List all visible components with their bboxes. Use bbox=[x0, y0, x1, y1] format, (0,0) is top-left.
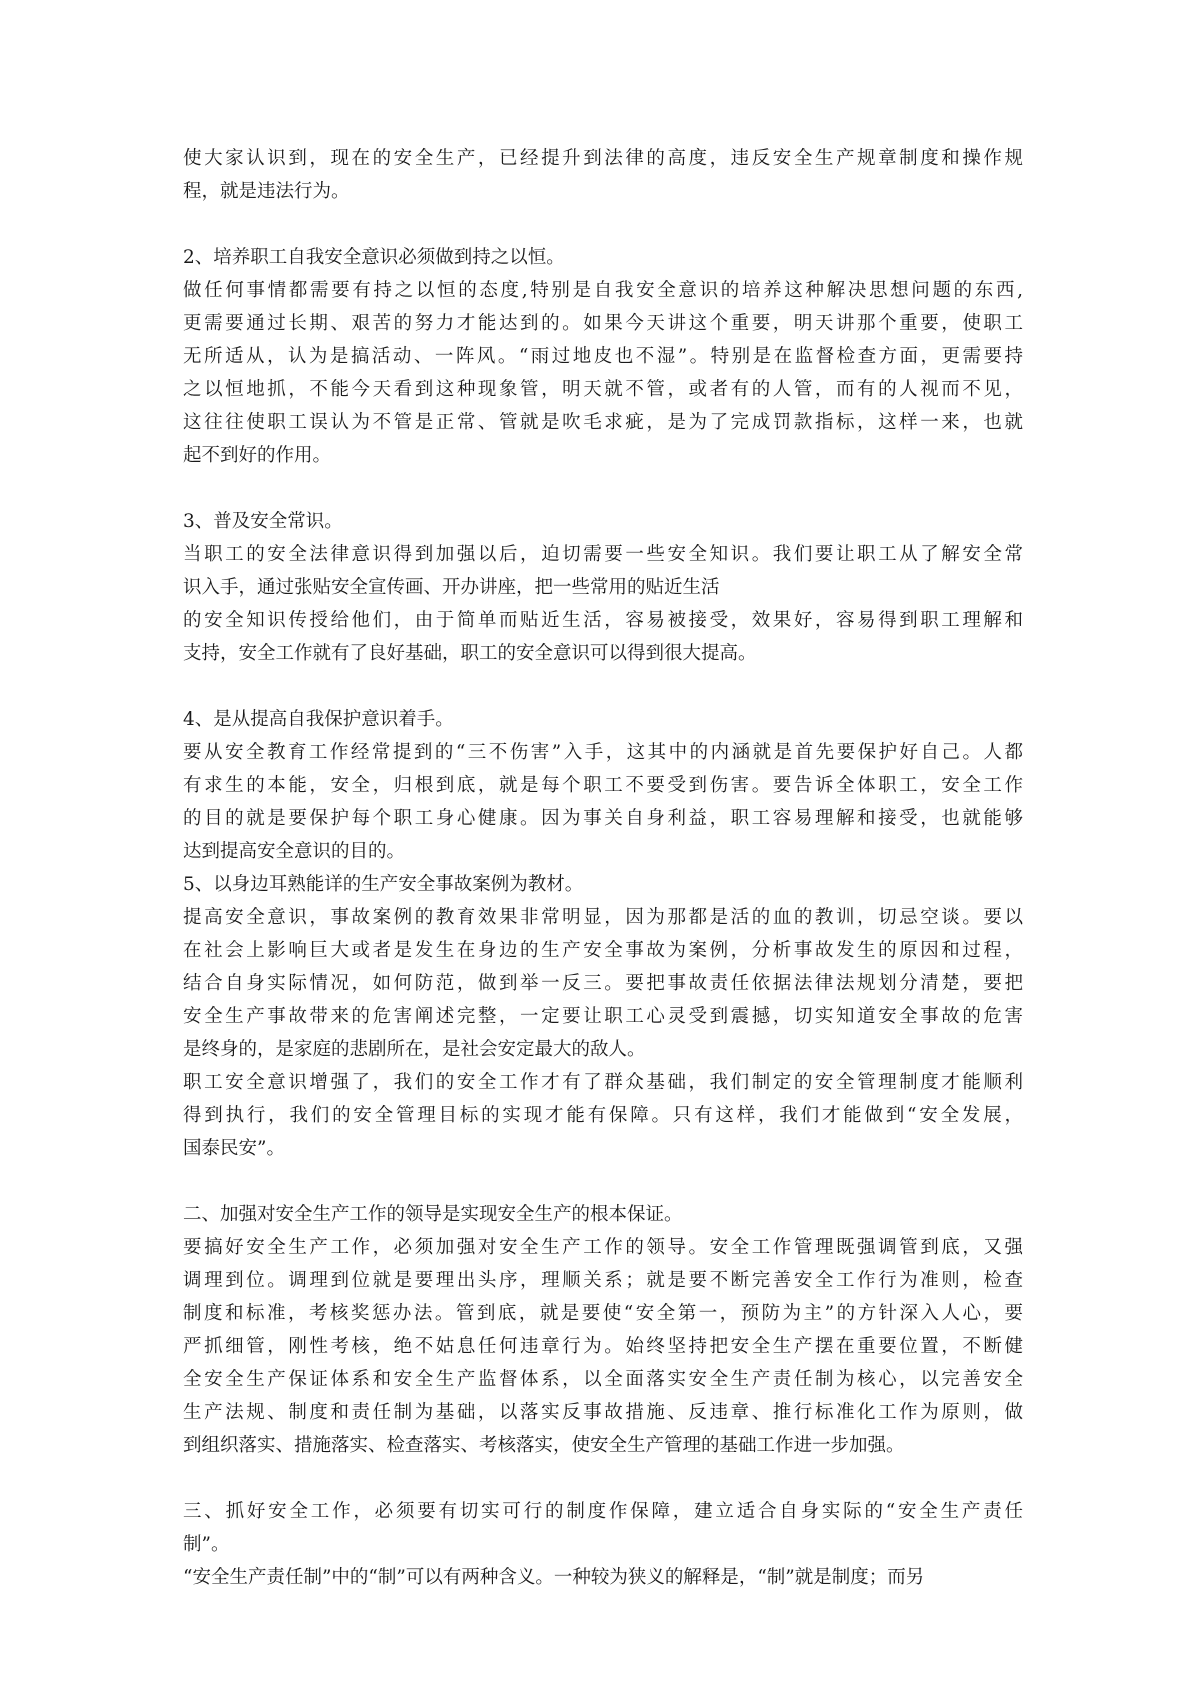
text-line: 无所适从，认为是搞活动、一阵风。“雨过地皮也不湿”。特别是在监督检查方面，更需要持 bbox=[183, 346, 1023, 367]
paragraph-gap bbox=[183, 472, 1023, 505]
text-line: 得到执行，我们的安全管理目标的实现才能有保障。只有这样，我们才能做到“安全发展， bbox=[183, 1105, 1023, 1126]
paragraph bbox=[183, 1495, 1023, 1561]
paragraph bbox=[183, 142, 1023, 208]
paragraph-gap bbox=[183, 208, 1023, 241]
text-line: 调理到位。调理到位就是要理出头序，理顺关系；就是要不断完善安全工作行为准则，检查 bbox=[183, 1270, 1023, 1291]
text-line: 程，就是违法行为。 bbox=[183, 181, 350, 202]
text-line: 起不到好的作用。 bbox=[183, 445, 332, 466]
paragraph bbox=[183, 241, 1023, 274]
text-line: 支持，安全工作就有了良好基础，职工的安全意识可以得到很大提高。 bbox=[183, 643, 757, 664]
text-line: 职工安全意识增强了，我们的安全工作才有了群众基础，我们制定的安全管理制度才能顺利 bbox=[183, 1072, 1023, 1093]
paragraph bbox=[183, 505, 1023, 538]
text-line: 严抓细管，刚性考核，绝不姑息任何违章行为。始终坚持把安全生产摆在重要位置，不断健 bbox=[183, 1336, 1023, 1357]
paragraph bbox=[183, 901, 1023, 1066]
text-line: 达到提高安全意识的目的。 bbox=[183, 841, 406, 862]
paragraph bbox=[183, 538, 1023, 604]
text-line: 制”。 bbox=[183, 1534, 230, 1555]
text-line: 更需要通过长期、艰苦的努力才能达到的。如果今天讲这个重要，明天讲那个重要，使职工 bbox=[183, 313, 1023, 334]
text-line: 要搞好安全生产工作，必须加强对安全生产工作的领导。安全工作管理既强调管到底，又强 bbox=[183, 1237, 1023, 1258]
paragraph-gap bbox=[183, 1462, 1023, 1495]
text-line: 到组织落实、措施落实、检查落实、考核落实，使安全生产管理的基础工作进一步加强。 bbox=[183, 1435, 905, 1456]
paragraph bbox=[183, 736, 1023, 868]
text-line: 要从安全教育工作经常提到的“三不伤害”入手，这其中的内涵就是首先要保护好自己。人都 bbox=[183, 742, 1023, 763]
text-line: 提高安全意识，事故案例的教育效果非常明显，因为那都是活的血的教训，切忌空谈。要以 bbox=[183, 907, 1023, 928]
paragraph-gap bbox=[183, 670, 1023, 703]
text-line: 2、培养职工自我安全意识必须做到持之以恒。 bbox=[183, 247, 565, 268]
paragraph-gap bbox=[183, 1165, 1023, 1198]
paragraph bbox=[183, 274, 1023, 472]
paragraph bbox=[183, 1066, 1023, 1165]
text-line: 结合自身实际情况，如何防范，做到举一反三。要把事故责任依据法律法规划分清楚，要把 bbox=[183, 973, 1023, 994]
text-line: 全安全生产保证体系和安全生产监督体系，以全面落实安全生产责任制为核心，以完善安全 bbox=[183, 1369, 1023, 1390]
text-line: 之以恒地抓，不能今天看到这种现象管，明天就不管，或者有的人管，而有的人视而不见， bbox=[183, 379, 1023, 400]
text-line: 有求生的本能，安全，归根到底，就是每个职工不要受到伤害。要告诉全体职工，安全工作 bbox=[183, 775, 1023, 796]
text-line: 的安全知识传授给他们，由于简单而贴近生活，容易被接受，效果好，容易得到职工理解和 bbox=[183, 610, 1023, 631]
text-line: 制度和标准，考核奖惩办法。管到底，就是要使“安全第一，预防为主”的方针深入人心，要 bbox=[183, 1303, 1023, 1324]
text-line: 使大家认识到，现在的安全生产，已经提升到法律的高度，违反安全生产规章制度和操作规 bbox=[183, 148, 1023, 169]
text-line: 在社会上影响巨大或者是发生在身边的生产安全事故为案例，分析事故发生的原因和过程， bbox=[183, 940, 1023, 961]
text-line: 3、普及安全常识。 bbox=[183, 511, 343, 532]
text-line: 4、是从提高自我保护意识着手。 bbox=[183, 709, 454, 730]
text-line: 国泰民安”。 bbox=[183, 1138, 285, 1159]
paragraph bbox=[183, 1231, 1023, 1462]
paragraph bbox=[183, 1198, 1023, 1231]
text-line: 做任何事情都需要有持之以恒的态度,特别是自我安全意识的培养这种解决思想问题的东西, bbox=[183, 280, 1023, 301]
text-line: 生产法规、制度和责任制为基础，以落实反事故措施、反违章、推行标准化工作为原则，做 bbox=[183, 1402, 1023, 1423]
paragraph bbox=[183, 703, 1023, 736]
text-line: 是终身的，是家庭的悲剧所在，是社会安定最大的敌人。 bbox=[183, 1039, 646, 1060]
text-line: 安全生产事故带来的危害阐述完整，一定要让职工心灵受到震撼，切实知道安全事故的危害 bbox=[183, 1006, 1023, 1027]
paragraph bbox=[183, 868, 1023, 901]
text-line: 当职工的安全法律意识得到加强以后，迫切需要一些安全知识。我们要让职工从了解安全常 bbox=[183, 544, 1023, 565]
text-line: 的目的就是要保护每个职工身心健康。因为事关自身利益，职工容易理解和接受，也就能够 bbox=[183, 808, 1023, 829]
paragraph bbox=[183, 1561, 1023, 1594]
text-line: 识入手，通过张贴安全宣传画、开办讲座，把一些常用的贴近生活 bbox=[183, 577, 720, 598]
text-line: 5、以身边耳熟能详的生产安全事故案例为教材。 bbox=[183, 874, 584, 895]
text-line: “安全生产责任制”中的“制”可以有两种含义。一种较为狭义的解释是，“制”就是制度；而另 bbox=[183, 1567, 925, 1588]
document-body bbox=[183, 142, 1023, 1594]
text-line: 这往往使职工误认为不管是正常、管就是吹毛求疵，是为了完成罚款指标，这样一来，也就 bbox=[183, 412, 1023, 433]
text-line: 二、加强对安全生产工作的领导是实现安全生产的根本保证。 bbox=[183, 1204, 683, 1225]
text-line: 三、抓好安全工作，必须要有切实可行的制度作保障，建立适合自身实际的“安全生产责任 bbox=[183, 1501, 1023, 1522]
paragraph bbox=[183, 604, 1023, 670]
